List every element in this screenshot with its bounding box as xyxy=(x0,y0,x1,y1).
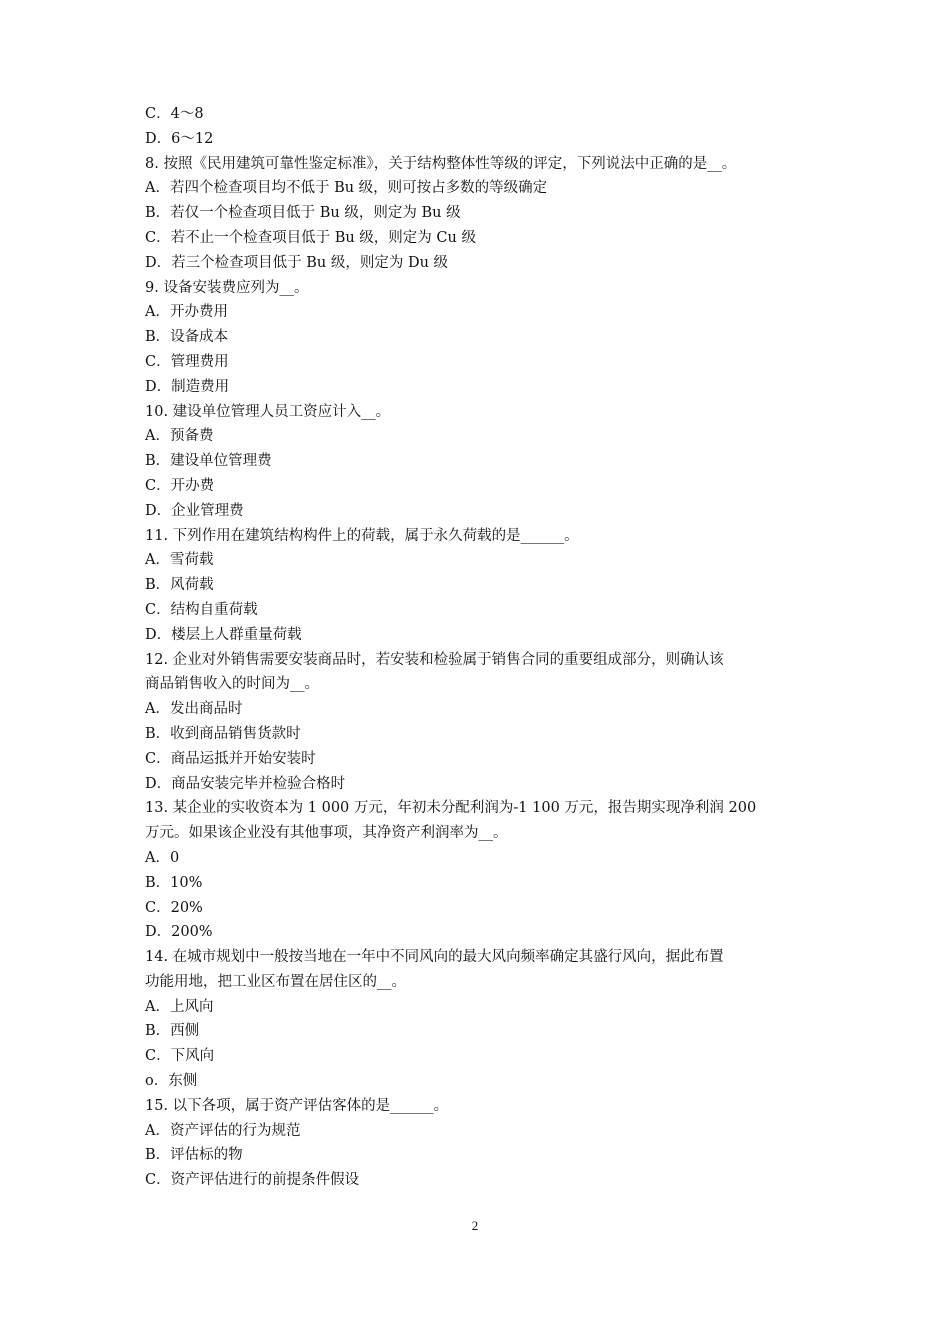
option-line: C．结构自重荷载 xyxy=(145,601,258,618)
option-line: B．10% xyxy=(145,874,203,891)
option-line: D．楼层上人群重量荷载 xyxy=(145,626,302,643)
option-line: B．建设单位管理费 xyxy=(145,453,272,470)
option-line: A．发出商品时 xyxy=(145,701,243,718)
option-line: D．6～12 xyxy=(145,130,214,147)
option-line: C．20% xyxy=(145,899,203,916)
option-line: D．200% xyxy=(145,924,213,941)
option-line: A．若四个检查项目均不低于 Bu 级，则可按占多数的等级确定 xyxy=(145,180,548,197)
option-line: A．资产评估的行为规范 xyxy=(145,1122,301,1139)
option-line: D．商品安装完毕并检验合格时 xyxy=(145,775,346,792)
option-line: A．开办费用 xyxy=(145,304,228,321)
question-15: 15. 以下各项，属于资产评估客体的是______。 xyxy=(145,1097,449,1114)
option-line: D．企业管理费 xyxy=(145,502,244,519)
option-line: D．若三个检查项目低于 Bu 级，则定为 Du 级 xyxy=(145,254,449,271)
question-13: 13. 某企业的实收资本为 1 000 万元，年初未分配利润为-1 100 万元，报告期实现净利润 200 xyxy=(145,800,757,817)
question-14: 14. 在城市规划中一般按当地在一年中不同风向的最大风向频率确定其盛行风向，据此布置 xyxy=(145,949,724,966)
option-line: C．若不止一个检查项目低于 Bu 级，则定为 Cu 级 xyxy=(145,229,476,246)
option-line: o．东侧 xyxy=(145,1073,198,1090)
question-8: 8. 按照《民用建筑可靠性鉴定标准》，关于结构整体性等级的评定，下列说法中正确的是__。 xyxy=(145,155,737,172)
question-11: 11. 下列作用在建筑结构构件上的荷载，属于永久荷载的是______。 xyxy=(145,527,579,544)
option-line: B．收到商品销售货款时 xyxy=(145,725,301,742)
option-line: D．制造费用 xyxy=(145,378,230,395)
question-14-continued: 功能用地，把工业区布置在居住区的__。 xyxy=(145,973,406,990)
option-line: B．若仅一个检查项目低于 Bu 级，则定为 Bu 级 xyxy=(145,205,461,222)
option-line: A．上风向 xyxy=(145,998,214,1015)
option-line: A．雪荷载 xyxy=(145,552,214,569)
option-line: B．评估标的物 xyxy=(145,1147,243,1164)
option-line: A．预备费 xyxy=(145,428,214,445)
question-list xyxy=(145,102,817,1193)
option-line: B．风荷载 xyxy=(145,577,214,594)
page-number: 2 xyxy=(471,1218,479,1233)
question-9: 9. 设备安装费应列为__。 xyxy=(145,279,309,296)
option-line: C．管理费用 xyxy=(145,353,229,370)
question-10: 10. 建设单位管理人员工资应计入__。 xyxy=(145,403,391,420)
question-12: 12. 企业对外销售需要安装商品时，若安装和检验属于销售合同的重要组成部分，则确认该 xyxy=(145,651,724,668)
question-13-continued: 万元。如果该企业没有其他事项，其净资产利润率为__。 xyxy=(145,825,508,842)
option-line: C．开办费 xyxy=(145,477,215,494)
option-line: C．4～8 xyxy=(145,106,204,122)
option-line: C．商品运抵并开始安装时 xyxy=(145,750,316,767)
question-12-continued: 商品销售收入的时间为__。 xyxy=(145,676,319,693)
option-line: A．0 xyxy=(145,849,180,866)
option-line: B．设备成本 xyxy=(145,329,229,346)
option-line: C．下风向 xyxy=(145,1048,215,1065)
option-line: B．西侧 xyxy=(145,1023,200,1040)
option-line: C．资产评估进行的前提条件假设 xyxy=(145,1172,360,1189)
